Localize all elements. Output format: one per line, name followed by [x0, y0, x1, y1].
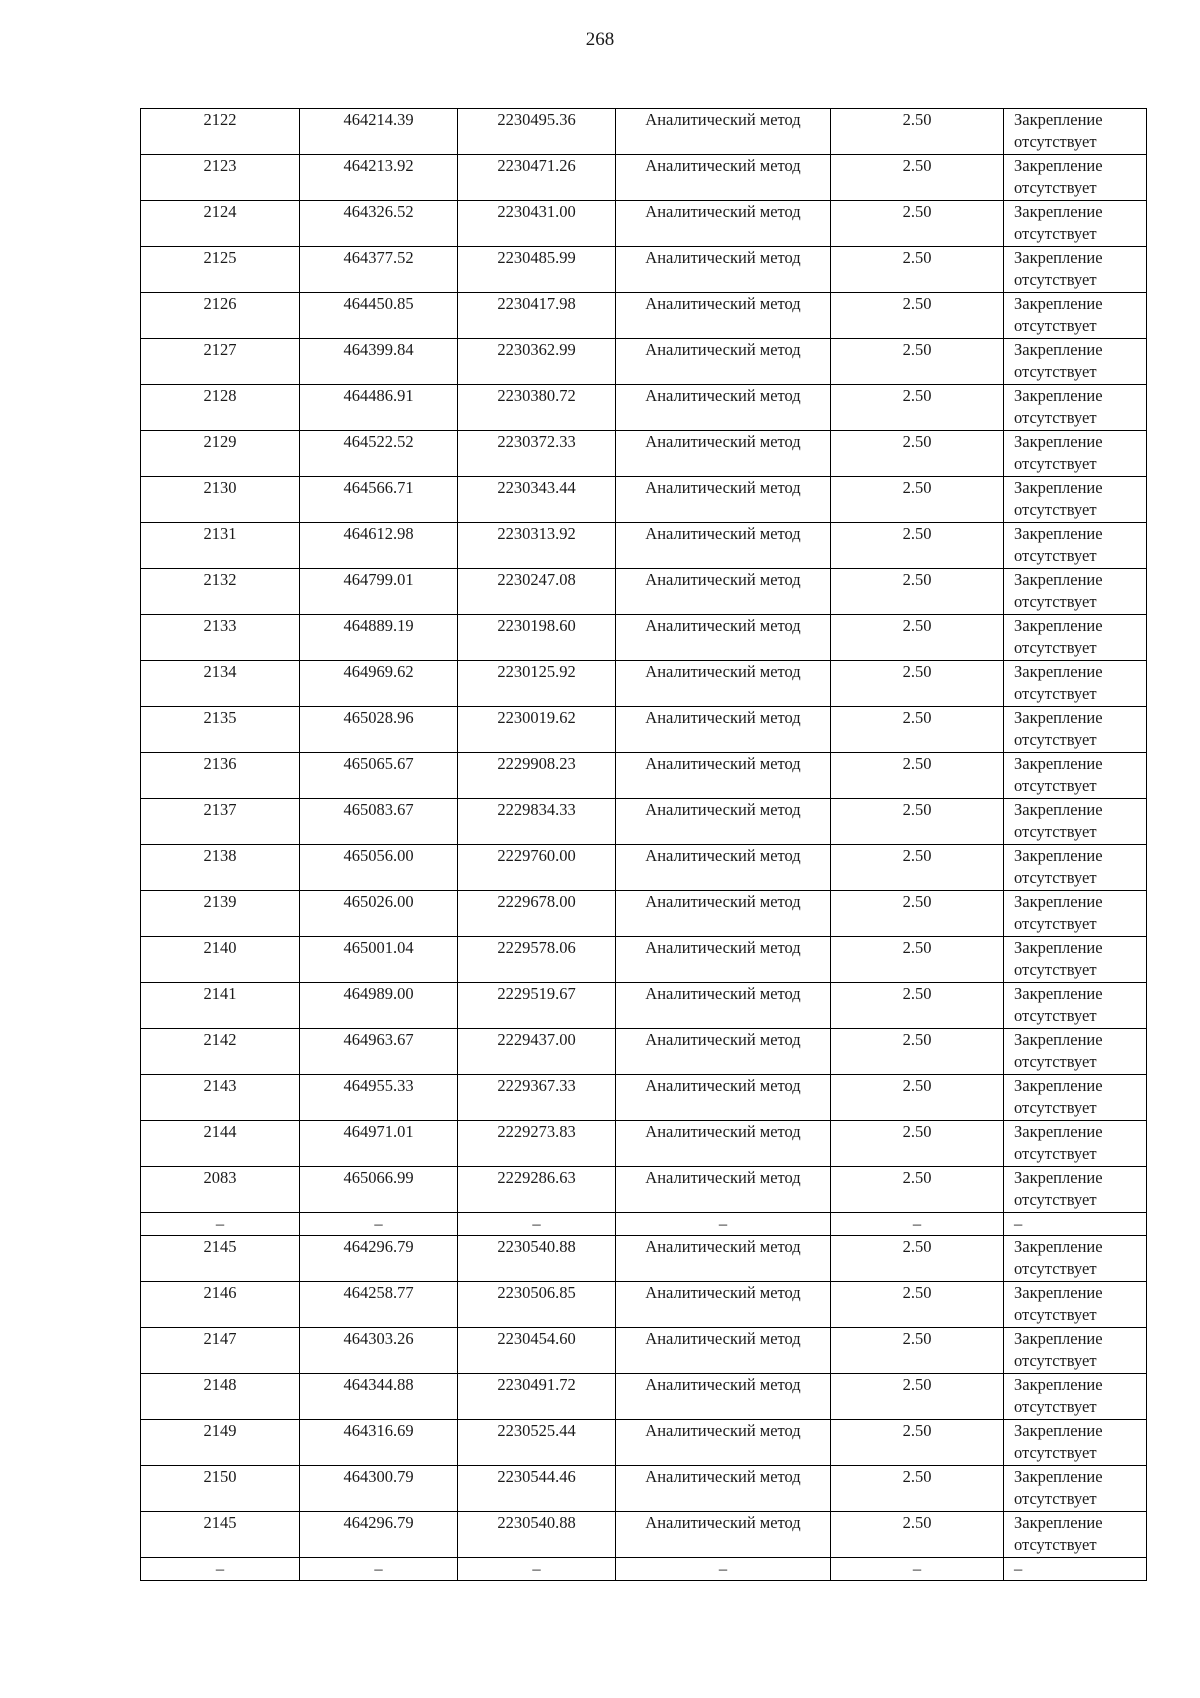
table-row	[141, 937, 1147, 983]
fixing-description-cell: Закрепление отсутствует	[1004, 1420, 1147, 1466]
fixing-description-cell: Закрепление отсутствует	[1004, 247, 1147, 293]
fixing-description-cell: –	[1004, 1213, 1147, 1236]
fixing-description-cell: Закрепление отсутствует	[1004, 1512, 1147, 1558]
fixing-description-cell: Закрепление отсутствует	[1004, 201, 1147, 247]
accuracy-cell: 2.50	[831, 385, 1004, 431]
point-number-cell: 2130	[141, 477, 300, 523]
method-cell: Аналитический метод	[616, 983, 831, 1029]
accuracy-cell: –	[831, 1213, 1004, 1236]
point-number-cell: 2146	[141, 1282, 300, 1328]
fixing-description-cell: Закрепление отсутствует	[1004, 983, 1147, 1029]
fixing-description-cell: Закрепление отсутствует	[1004, 1121, 1147, 1167]
method-cell: Аналитический метод	[616, 1512, 831, 1558]
accuracy-cell: 2.50	[831, 615, 1004, 661]
method-cell: Аналитический метод	[616, 201, 831, 247]
fixing-description-cell: Закрепление отсутствует	[1004, 293, 1147, 339]
accuracy-cell: 2.50	[831, 1121, 1004, 1167]
x-coordinate-cell: 464377.52	[300, 247, 458, 293]
accuracy-cell: 2.50	[831, 753, 1004, 799]
y-coordinate-cell: 2230313.92	[458, 523, 616, 569]
x-coordinate-cell: 465083.67	[300, 799, 458, 845]
method-cell: Аналитический метод	[616, 109, 831, 155]
y-coordinate-cell: 2230540.88	[458, 1512, 616, 1558]
y-coordinate-cell: 2230491.72	[458, 1374, 616, 1420]
method-cell: Аналитический метод	[616, 477, 831, 523]
x-coordinate-cell: 464399.84	[300, 339, 458, 385]
method-cell: Аналитический метод	[616, 247, 831, 293]
y-coordinate-cell: 2230506.85	[458, 1282, 616, 1328]
y-coordinate-cell: 2229519.67	[458, 983, 616, 1029]
method-cell: Аналитический метод	[616, 707, 831, 753]
point-number-cell: 2137	[141, 799, 300, 845]
fixing-description-cell: Закрепление отсутствует	[1004, 1466, 1147, 1512]
x-coordinate-cell: 465066.99	[300, 1167, 458, 1213]
x-coordinate-cell: 464326.52	[300, 201, 458, 247]
table-row	[141, 339, 1147, 385]
point-number-cell: 2141	[141, 983, 300, 1029]
method-cell: –	[616, 1213, 831, 1236]
accuracy-cell: 2.50	[831, 431, 1004, 477]
y-coordinate-cell: 2230198.60	[458, 615, 616, 661]
coordinates-table	[140, 108, 1147, 1581]
table-row	[141, 845, 1147, 891]
point-number-cell: 2123	[141, 155, 300, 201]
fixing-description-cell: Закрепление отсутствует	[1004, 615, 1147, 661]
separator-row	[141, 1558, 1147, 1581]
accuracy-cell: 2.50	[831, 523, 1004, 569]
table-row	[141, 1236, 1147, 1282]
fixing-description-cell: Закрепление отсутствует	[1004, 1328, 1147, 1374]
accuracy-cell: 2.50	[831, 477, 1004, 523]
x-coordinate-cell: 464296.79	[300, 1512, 458, 1558]
point-number-cell: 2144	[141, 1121, 300, 1167]
table-row	[141, 891, 1147, 937]
accuracy-cell: 2.50	[831, 1029, 1004, 1075]
accuracy-cell: 2.50	[831, 109, 1004, 155]
x-coordinate-cell: 464799.01	[300, 569, 458, 615]
table-row	[141, 1167, 1147, 1213]
accuracy-cell: 2.50	[831, 293, 1004, 339]
y-coordinate-cell: 2230471.26	[458, 155, 616, 201]
table-row	[141, 201, 1147, 247]
point-number-cell: 2149	[141, 1420, 300, 1466]
fixing-description-cell: Закрепление отсутствует	[1004, 753, 1147, 799]
x-coordinate-cell: 465026.00	[300, 891, 458, 937]
point-number-cell: 2148	[141, 1374, 300, 1420]
point-number-cell: 2131	[141, 523, 300, 569]
accuracy-cell: 2.50	[831, 1282, 1004, 1328]
accuracy-cell: 2.50	[831, 661, 1004, 707]
table-row	[141, 615, 1147, 661]
y-coordinate-cell: 2229678.00	[458, 891, 616, 937]
x-coordinate-cell: 464213.92	[300, 155, 458, 201]
fixing-description-cell: Закрепление отсутствует	[1004, 891, 1147, 937]
method-cell: Аналитический метод	[616, 1236, 831, 1282]
y-coordinate-cell: 2230525.44	[458, 1420, 616, 1466]
method-cell: Аналитический метод	[616, 1167, 831, 1213]
point-number-cell: 2138	[141, 845, 300, 891]
accuracy-cell: 2.50	[831, 799, 1004, 845]
table-row	[141, 247, 1147, 293]
y-coordinate-cell: 2230495.36	[458, 109, 616, 155]
method-cell: Аналитический метод	[616, 1374, 831, 1420]
table-row	[141, 109, 1147, 155]
table-row	[141, 385, 1147, 431]
y-coordinate-cell: 2230431.00	[458, 201, 616, 247]
fixing-description-cell: Закрепление отсутствует	[1004, 1167, 1147, 1213]
accuracy-cell: 2.50	[831, 707, 1004, 753]
table-row	[141, 799, 1147, 845]
accuracy-cell: –	[831, 1558, 1004, 1581]
y-coordinate-cell: –	[458, 1213, 616, 1236]
table-row	[141, 1328, 1147, 1374]
table-row	[141, 1029, 1147, 1075]
table-row	[141, 1512, 1147, 1558]
y-coordinate-cell: 2230019.62	[458, 707, 616, 753]
table-row	[141, 1420, 1147, 1466]
fixing-description-cell: Закрепление отсутствует	[1004, 799, 1147, 845]
accuracy-cell: 2.50	[831, 891, 1004, 937]
accuracy-cell: 2.50	[831, 339, 1004, 385]
accuracy-cell: 2.50	[831, 155, 1004, 201]
method-cell: Аналитический метод	[616, 1029, 831, 1075]
fixing-description-cell: Закрепление отсутствует	[1004, 385, 1147, 431]
y-coordinate-cell: 2230380.72	[458, 385, 616, 431]
y-coordinate-cell: 2230343.44	[458, 477, 616, 523]
point-number-cell: 2133	[141, 615, 300, 661]
accuracy-cell: 2.50	[831, 1167, 1004, 1213]
table-row	[141, 1121, 1147, 1167]
x-coordinate-cell: 465056.00	[300, 845, 458, 891]
x-coordinate-cell: 464969.62	[300, 661, 458, 707]
x-coordinate-cell: 464214.39	[300, 109, 458, 155]
accuracy-cell: 2.50	[831, 1374, 1004, 1420]
y-coordinate-cell: 2229367.33	[458, 1075, 616, 1121]
method-cell: Аналитический метод	[616, 891, 831, 937]
method-cell: Аналитический метод	[616, 937, 831, 983]
y-coordinate-cell: 2230372.33	[458, 431, 616, 477]
fixing-description-cell: Закрепление отсутствует	[1004, 1236, 1147, 1282]
point-number-cell: –	[141, 1558, 300, 1581]
y-coordinate-cell: 2229908.23	[458, 753, 616, 799]
y-coordinate-cell: 2230125.92	[458, 661, 616, 707]
y-coordinate-cell: 2230540.88	[458, 1236, 616, 1282]
x-coordinate-cell: 464486.91	[300, 385, 458, 431]
x-coordinate-cell: 464955.33	[300, 1075, 458, 1121]
fixing-description-cell: Закрепление отсутствует	[1004, 155, 1147, 201]
table-row	[141, 293, 1147, 339]
method-cell: Аналитический метод	[616, 523, 831, 569]
point-number-cell: 2142	[141, 1029, 300, 1075]
x-coordinate-cell: 464989.00	[300, 983, 458, 1029]
page-number: 268	[585, 29, 615, 50]
x-coordinate-cell: 464450.85	[300, 293, 458, 339]
point-number-cell: 2083	[141, 1167, 300, 1213]
method-cell: Аналитический метод	[616, 155, 831, 201]
x-coordinate-cell: 465028.96	[300, 707, 458, 753]
point-number-cell: 2127	[141, 339, 300, 385]
x-coordinate-cell: 464296.79	[300, 1236, 458, 1282]
fixing-description-cell: Закрепление отсутствует	[1004, 431, 1147, 477]
table-row	[141, 1466, 1147, 1512]
table-row	[141, 569, 1147, 615]
y-coordinate-cell: 2230417.98	[458, 293, 616, 339]
y-coordinate-cell: –	[458, 1558, 616, 1581]
table-row	[141, 1282, 1147, 1328]
accuracy-cell: 2.50	[831, 1075, 1004, 1121]
y-coordinate-cell: 2229286.63	[458, 1167, 616, 1213]
x-coordinate-cell: 464300.79	[300, 1466, 458, 1512]
accuracy-cell: 2.50	[831, 201, 1004, 247]
y-coordinate-cell: 2230247.08	[458, 569, 616, 615]
table-row	[141, 431, 1147, 477]
fixing-description-cell: Закрепление отсутствует	[1004, 845, 1147, 891]
method-cell: Аналитический метод	[616, 661, 831, 707]
x-coordinate-cell: 464889.19	[300, 615, 458, 661]
point-number-cell: 2134	[141, 661, 300, 707]
point-number-cell: 2125	[141, 247, 300, 293]
fixing-description-cell: Закрепление отсутствует	[1004, 523, 1147, 569]
method-cell: Аналитический метод	[616, 1282, 831, 1328]
x-coordinate-cell: 464303.26	[300, 1328, 458, 1374]
fixing-description-cell: Закрепление отсутствует	[1004, 339, 1147, 385]
method-cell: Аналитический метод	[616, 753, 831, 799]
point-number-cell: –	[141, 1213, 300, 1236]
method-cell: Аналитический метод	[616, 385, 831, 431]
fixing-description-cell: Закрепление отсутствует	[1004, 661, 1147, 707]
x-coordinate-cell: 464258.77	[300, 1282, 458, 1328]
point-number-cell: 2122	[141, 109, 300, 155]
x-coordinate-cell: 464971.01	[300, 1121, 458, 1167]
method-cell: Аналитический метод	[616, 339, 831, 385]
table-row	[141, 477, 1147, 523]
point-number-cell: 2136	[141, 753, 300, 799]
accuracy-cell: 2.50	[831, 1512, 1004, 1558]
table-row	[141, 707, 1147, 753]
x-coordinate-cell: –	[300, 1558, 458, 1581]
y-coordinate-cell: 2229760.00	[458, 845, 616, 891]
fixing-description-cell: Закрепление отсутствует	[1004, 477, 1147, 523]
y-coordinate-cell: 2230362.99	[458, 339, 616, 385]
table-row	[141, 661, 1147, 707]
y-coordinate-cell: 2230544.46	[458, 1466, 616, 1512]
point-number-cell: 2126	[141, 293, 300, 339]
method-cell: Аналитический метод	[616, 1121, 831, 1167]
fixing-description-cell: Закрепление отсутствует	[1004, 569, 1147, 615]
accuracy-cell: 2.50	[831, 569, 1004, 615]
x-coordinate-cell: 464963.67	[300, 1029, 458, 1075]
table-row	[141, 1374, 1147, 1420]
method-cell: Аналитический метод	[616, 1420, 831, 1466]
point-number-cell: 2129	[141, 431, 300, 477]
point-number-cell: 2128	[141, 385, 300, 431]
y-coordinate-cell: 2229437.00	[458, 1029, 616, 1075]
fixing-description-cell: Закрепление отсутствует	[1004, 1029, 1147, 1075]
x-coordinate-cell: 465065.67	[300, 753, 458, 799]
y-coordinate-cell: 2229578.06	[458, 937, 616, 983]
x-coordinate-cell: 464566.71	[300, 477, 458, 523]
separator-row	[141, 1213, 1147, 1236]
fixing-description-cell: Закрепление отсутствует	[1004, 1075, 1147, 1121]
table-row	[141, 1075, 1147, 1121]
fixing-description-cell: –	[1004, 1558, 1147, 1581]
method-cell: Аналитический метод	[616, 431, 831, 477]
method-cell: Аналитический метод	[616, 615, 831, 661]
fixing-description-cell: Закрепление отсутствует	[1004, 937, 1147, 983]
point-number-cell: 2139	[141, 891, 300, 937]
fixing-description-cell: Закрепление отсутствует	[1004, 707, 1147, 753]
method-cell: Аналитический метод	[616, 1466, 831, 1512]
method-cell: Аналитический метод	[616, 1075, 831, 1121]
accuracy-cell: 2.50	[831, 845, 1004, 891]
fixing-description-cell: Закрепление отсутствует	[1004, 1374, 1147, 1420]
table-row	[141, 983, 1147, 1029]
method-cell: Аналитический метод	[616, 845, 831, 891]
x-coordinate-cell: 464522.52	[300, 431, 458, 477]
point-number-cell: 2147	[141, 1328, 300, 1374]
point-number-cell: 2143	[141, 1075, 300, 1121]
y-coordinate-cell: 2230485.99	[458, 247, 616, 293]
method-cell: Аналитический метод	[616, 799, 831, 845]
method-cell: Аналитический метод	[616, 1328, 831, 1374]
point-number-cell: 2140	[141, 937, 300, 983]
accuracy-cell: 2.50	[831, 1328, 1004, 1374]
x-coordinate-cell: 464316.69	[300, 1420, 458, 1466]
point-number-cell: 2150	[141, 1466, 300, 1512]
accuracy-cell: 2.50	[831, 1420, 1004, 1466]
coordinates-table-body	[141, 109, 1147, 1581]
fixing-description-cell: Закрепление отсутствует	[1004, 109, 1147, 155]
y-coordinate-cell: 2229273.83	[458, 1121, 616, 1167]
accuracy-cell: 2.50	[831, 247, 1004, 293]
y-coordinate-cell: 2230454.60	[458, 1328, 616, 1374]
point-number-cell: 2145	[141, 1512, 300, 1558]
point-number-cell: 2135	[141, 707, 300, 753]
x-coordinate-cell: 464344.88	[300, 1374, 458, 1420]
method-cell: –	[616, 1558, 831, 1581]
x-coordinate-cell: 464612.98	[300, 523, 458, 569]
x-coordinate-cell: –	[300, 1213, 458, 1236]
point-number-cell: 2132	[141, 569, 300, 615]
x-coordinate-cell: 465001.04	[300, 937, 458, 983]
accuracy-cell: 2.50	[831, 937, 1004, 983]
accuracy-cell: 2.50	[831, 1236, 1004, 1282]
y-coordinate-cell: 2229834.33	[458, 799, 616, 845]
table-row	[141, 155, 1147, 201]
method-cell: Аналитический метод	[616, 569, 831, 615]
method-cell: Аналитический метод	[616, 293, 831, 339]
accuracy-cell: 2.50	[831, 1466, 1004, 1512]
table-row	[141, 753, 1147, 799]
table-row	[141, 523, 1147, 569]
fixing-description-cell: Закрепление отсутствует	[1004, 1282, 1147, 1328]
point-number-cell: 2124	[141, 201, 300, 247]
point-number-cell: 2145	[141, 1236, 300, 1282]
accuracy-cell: 2.50	[831, 983, 1004, 1029]
